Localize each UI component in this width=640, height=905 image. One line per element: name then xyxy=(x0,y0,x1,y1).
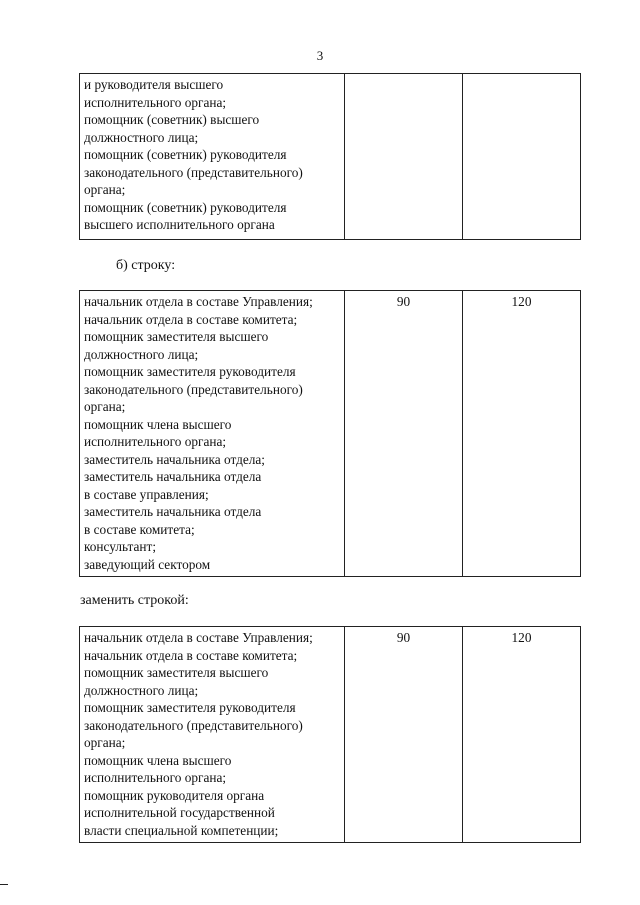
table-positions-3 xyxy=(79,626,581,843)
scan-edge-mark xyxy=(0,884,8,885)
position-line: помощник заместителя руководителя xyxy=(84,700,296,715)
position-line: законодательного (представительного) xyxy=(84,717,303,733)
position-line: помощник (советник) руководителя xyxy=(84,199,287,215)
paragraph-line: заменить строкой: xyxy=(80,593,189,608)
position-line: заместитель начальника отдела xyxy=(84,469,262,484)
value-cell-2 xyxy=(463,74,581,240)
value-cell-2: 120 xyxy=(463,291,581,577)
position-line: исполнительной государственной xyxy=(84,805,275,820)
position-line: заведующий сектором xyxy=(84,556,211,572)
position-line: начальник отдела в составе Управления; xyxy=(84,294,313,309)
position-line: законодательного (представительного) xyxy=(84,164,303,180)
position-line: власти специальной компетенции; xyxy=(84,822,279,838)
position-list-cell xyxy=(80,74,345,240)
position-line: начальник отдела в составе комитета; xyxy=(84,647,298,663)
position-line: помощник заместителя высшего xyxy=(84,329,269,344)
position-line: органа; xyxy=(84,735,126,750)
paragraph-line: б) строку: xyxy=(116,258,176,273)
position-line: должностного лица; xyxy=(84,682,199,698)
position-line: в составе комитета; xyxy=(84,521,195,537)
position-line: помощник члена высшего xyxy=(84,752,232,768)
position-line: начальник отдела в составе комитета; xyxy=(84,311,298,327)
position-line: должностного лица; xyxy=(84,129,199,145)
position-line: помощник (советник) высшего xyxy=(84,112,260,127)
position-line: исполнительного органа; xyxy=(84,434,227,449)
position-line: исполнительного органа; xyxy=(84,94,227,110)
table-positions-2 xyxy=(79,290,581,577)
position-line: органа; xyxy=(84,399,126,414)
position-line: помощник заместителя высшего xyxy=(84,665,269,680)
value-cell-1: 90 xyxy=(345,291,463,577)
value-cell-1 xyxy=(345,74,463,240)
position-line: помощник руководителя органа xyxy=(84,787,265,803)
position-line: консультант; xyxy=(84,539,157,554)
table-row xyxy=(80,74,581,240)
position-line: заместитель начальника отдела xyxy=(84,504,262,519)
position-line: органа; xyxy=(84,182,126,197)
position-line: исполнительного органа; xyxy=(84,770,227,785)
position-line: в составе управления; xyxy=(84,486,209,502)
value-cell-2: 120 xyxy=(463,627,581,843)
table-row xyxy=(80,627,581,843)
position-line: помощник заместителя руководителя xyxy=(84,364,296,379)
position-line: должностного лица; xyxy=(84,346,199,362)
position-list-cell xyxy=(80,291,345,577)
position-line: и руководителя высшего xyxy=(84,77,224,92)
position-line: высшего исполнительного органа xyxy=(84,217,275,232)
table-row xyxy=(80,291,581,577)
position-line: законодательного (представительного) xyxy=(84,381,303,397)
position-line: помощник (советник) руководителя xyxy=(84,147,287,162)
value-cell-1: 90 xyxy=(345,627,463,843)
position-list-cell xyxy=(80,627,345,843)
table-positions-1 xyxy=(79,73,581,240)
position-line: заместитель начальника отдела; xyxy=(84,451,265,467)
position-line: помощник члена высшего xyxy=(84,416,232,432)
position-line: начальник отдела в составе Управления; xyxy=(84,630,313,645)
page-number: 3 xyxy=(316,48,324,63)
